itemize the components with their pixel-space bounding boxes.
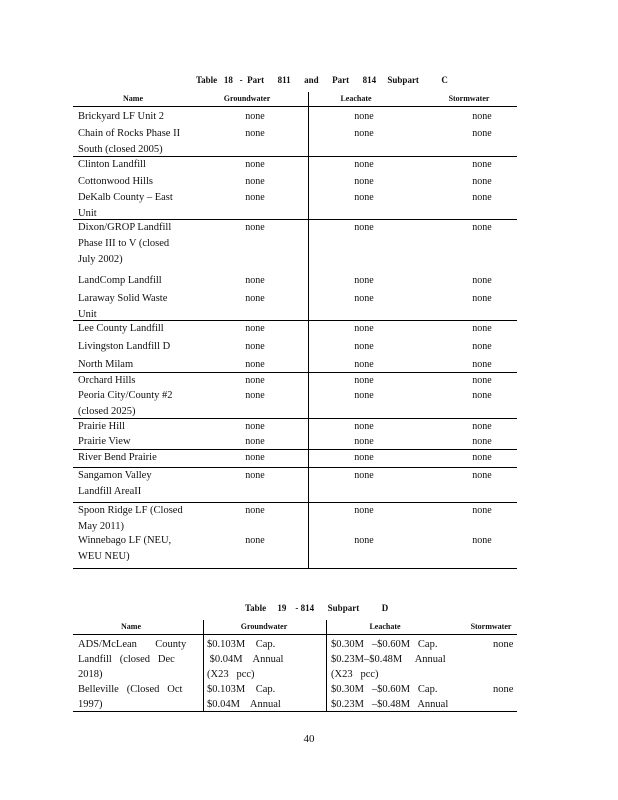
table-19-header-leachate: Leachate: [369, 622, 401, 631]
table-18-row-rule: [73, 449, 517, 450]
table-18-cell-name: Brickyard LF Unit 2: [78, 111, 165, 122]
table-18-cell-leachate: none: [354, 222, 374, 233]
table-19-row-2-stormwater: none: [493, 684, 514, 695]
table-18-cell-groundwater: none: [245, 222, 265, 233]
table-18-cell-stormwater: none: [472, 128, 492, 139]
table-18-cell-stormwater: none: [472, 341, 492, 352]
table-18-cell-stormwater: none: [472, 192, 492, 203]
table-18-cell-groundwater: none: [245, 192, 265, 203]
table-18-cell-leachate: none: [354, 452, 374, 463]
table-18-cell-name: Cottonwood Hills: [78, 176, 153, 187]
table-18-cell-groundwater: none: [245, 341, 265, 352]
table-18-cell-leachate: none: [354, 159, 374, 170]
table-18-cell-groundwater: none: [245, 505, 265, 516]
table-18-header-stormwater: Stormwater: [448, 94, 490, 103]
table-18-cell-stormwater: none: [472, 293, 492, 304]
table-18-cell-groundwater: none: [245, 535, 265, 546]
table-18-cell-groundwater: none: [245, 293, 265, 304]
table-18-cell-groundwater: none: [245, 111, 265, 122]
table-18-cell-name: Lee County Landfill: [78, 323, 164, 334]
table-18-cell-stormwater: none: [472, 452, 492, 463]
table-18-caption: Table 18 - Part 811 and Part 814 Subpart C: [196, 75, 448, 85]
table-19-caption: Table 19 - 814 Subpart D: [245, 603, 389, 613]
table-19-header-groundwater: Groundwater: [240, 622, 288, 631]
table-18-cell-leachate: none: [354, 275, 374, 286]
table-18-header-rule: [73, 106, 517, 107]
table-18-cell-leachate: none: [354, 341, 374, 352]
table-18-cell-leachate: none: [354, 390, 374, 401]
page-number: 40: [303, 733, 315, 745]
table-18-cell-leachate: none: [354, 111, 374, 122]
table-19-header-name: Name: [121, 622, 141, 631]
table-18-cell-groundwater: none: [245, 421, 265, 432]
table-18-row-rule: [73, 320, 517, 321]
table-18-cell-name: Chain of Rocks Phase II South (closed 2005): [78, 128, 181, 155]
table-19-divider-1: [203, 620, 204, 712]
table-18-cell-leachate: none: [354, 436, 374, 447]
table-18-column-divider: [308, 92, 309, 569]
table-18-cell-leachate: none: [354, 176, 374, 187]
table-18-cell-name: LandComp Landfill: [78, 275, 162, 286]
table-18-cell-name: Winnebago LF (NEU, WEU NEU): [78, 535, 172, 562]
table-18-cell-stormwater: none: [472, 323, 492, 334]
table-18-cell-stormwater: none: [472, 275, 492, 286]
table-18-cell-stormwater: none: [472, 176, 492, 187]
table-18-cell-stormwater: none: [472, 359, 492, 370]
table-19-row-2-groundwater: $0.103M Cap. $0.04M Annual: [207, 684, 281, 710]
table-18-cell-name: Prairie Hill: [78, 421, 125, 432]
table-18-row-rule: [73, 568, 517, 569]
table-18-row-rule: [73, 418, 517, 419]
table-19-row-2-leachate: $0.30M –$0.60M Cap. $0.23M –$0.48M Annual: [331, 684, 449, 710]
table-18-cell-leachate: none: [354, 535, 374, 546]
table-18-cell-name: Orchard Hills: [78, 375, 136, 386]
table-19-header-rule: [73, 634, 517, 635]
table-18-cell-groundwater: none: [245, 275, 265, 286]
table-18-cell-groundwater: none: [245, 359, 265, 370]
table-18-cell-stormwater: none: [472, 505, 492, 516]
table-18-cell-groundwater: none: [245, 436, 265, 447]
table-18-cell-stormwater: none: [472, 470, 492, 481]
table-18-cell-groundwater: none: [245, 176, 265, 187]
table-19-row-1-stormwater: none: [493, 639, 514, 650]
table-18-row-rule: [73, 467, 517, 468]
table-19-divider-2: [326, 620, 327, 712]
table-18-row-rule: [73, 502, 517, 503]
table-18-cell-name: Clinton Landfill: [78, 159, 146, 170]
table-18-cell-stormwater: none: [472, 535, 492, 546]
table-18-cell-name: Peoria City/County #2 (closed 2025): [78, 390, 173, 417]
table-18-cell-stormwater: none: [472, 390, 492, 401]
table-18-header-name: Name: [123, 94, 143, 103]
table-19-header-stormwater: Stormwater: [470, 622, 512, 631]
table-18-cell-leachate: none: [354, 505, 374, 516]
table-19-row-1-name: ADS/McLean County Landfill (closed Dec 2018): [78, 639, 187, 680]
table-18-cell-name: Spoon Ridge LF (Closed May 2011): [78, 505, 183, 532]
table-18-cell-stormwater: none: [472, 421, 492, 432]
table-18-cell-leachate: none: [354, 421, 374, 432]
table-18-cell-name: River Bend Prairie: [78, 452, 157, 463]
table-18-cell-name: Prairie View: [78, 436, 131, 447]
table-18-cell-stormwater: none: [472, 159, 492, 170]
table-18-cell-leachate: none: [354, 470, 374, 481]
table-18-header-leachate: Leachate: [340, 94, 372, 103]
table-18-row-rule: [73, 156, 517, 157]
table-19-bottom-rule: [73, 711, 517, 712]
table-18-cell-leachate: none: [354, 192, 374, 203]
table-18-cell-name: Livingston Landfill D: [78, 341, 171, 352]
table-18-cell-name: Sangamon Valley Landfill AreaII: [78, 470, 152, 497]
table-18-cell-stormwater: none: [472, 111, 492, 122]
table-18-cell-groundwater: none: [245, 390, 265, 401]
table-18-cell-groundwater: none: [245, 323, 265, 334]
table-18-cell-stormwater: none: [472, 375, 492, 386]
table-18-cell-stormwater: none: [472, 222, 492, 233]
table-19-row-1-groundwater: $0.103M Cap. $0.04M Annual (X23 pcc): [207, 639, 284, 680]
table-18-header-groundwater: Groundwater: [223, 94, 271, 103]
table-18-cell-leachate: none: [354, 128, 374, 139]
table-18-row-rule: [73, 372, 517, 373]
table-18-row-rule: [73, 219, 517, 220]
table-19-row-1-leachate: $0.30M –$0.60M Cap. $0.23M–$0.48M Annual (X23 pcc): [331, 639, 446, 680]
table-18-cell-groundwater: none: [245, 375, 265, 386]
table-18-cell-leachate: none: [354, 293, 374, 304]
table-18-cell-stormwater: none: [472, 436, 492, 447]
table-18-cell-leachate: none: [354, 323, 374, 334]
table-18-cell-groundwater: none: [245, 452, 265, 463]
table-18-cell-name: DeKalb County – East Unit: [78, 192, 173, 219]
table-18-cell-groundwater: none: [245, 128, 265, 139]
table-18-cell-name: North Milam: [78, 359, 134, 370]
table-18-cell-groundwater: none: [245, 159, 265, 170]
table-18-cell-leachate: none: [354, 375, 374, 386]
table-18-cell-name: Laraway Solid Waste Unit: [78, 293, 168, 320]
table-18-cell-leachate: none: [354, 359, 374, 370]
table-19-row-2-name: Belleville (Closed Oct 1997): [78, 684, 183, 710]
table-18-cell-groundwater: none: [245, 470, 265, 481]
table-18-cell-name: Dixon/GROP Landfill Phase III to V (closed July 2002): [78, 222, 172, 265]
